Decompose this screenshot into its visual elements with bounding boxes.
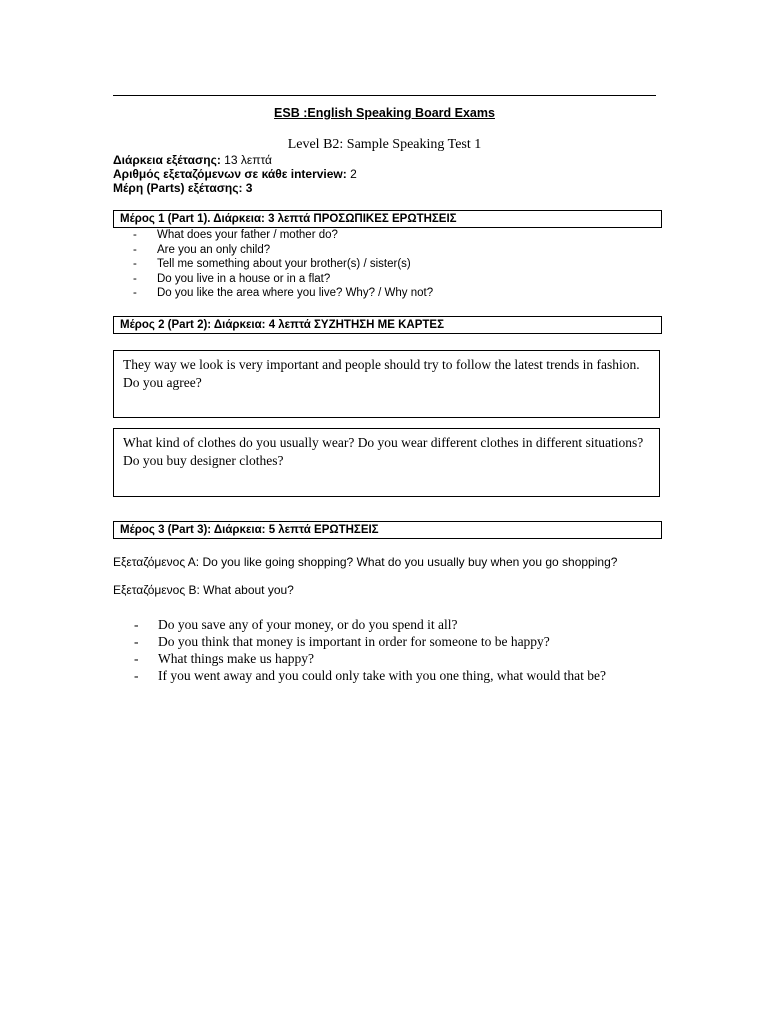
meta-examinees-label: Αριθμός εξεταζόμενων σε κάθε interview: (113, 167, 347, 181)
examinee-a-question: Εξεταζόμενος Α: Do you like going shopping? What do you usually buy when you go shopping? (113, 555, 618, 569)
part3-heading: Μέρος 3 (Part 3): Διάρκεια: 5 λεπτά ΕΡΩΤΗΣΕΙΣ (113, 521, 662, 539)
meta-examinees (113, 167, 357, 181)
list-item: - If you went away and you could only take with you one thing, what would that be? (134, 668, 607, 683)
meta-parts (113, 181, 252, 195)
part1-heading: Μέρος 1 (Part 1). Διάρκεια: 3 λεπτά ΠΡΟΣΩΠΙΚΕΣ ΕΡΩΤΗΣΕΙΣ (113, 210, 662, 228)
top-rule (113, 95, 656, 96)
dash-bullet: - (134, 634, 139, 649)
document-subtitle: Level B2: Sample Speaking Test 1 (287, 137, 482, 152)
meta-duration (113, 153, 272, 167)
dash-bullet: - (133, 272, 137, 285)
discussion-card-2: What kind of clothes do you usually wear? Do you wear different clothes in different situations? Do you buy designer clothes? (113, 428, 660, 497)
list-item: - Do you live in a house or in a flat? (133, 272, 331, 285)
list-item: - Do you like the area where you live? Why? / Why not? (133, 287, 434, 299)
meta-duration-value: 13 λεπτά (220, 153, 272, 167)
dash-bullet: - (133, 287, 137, 299)
part1-question-list (113, 228, 654, 301)
dash-bullet: - (133, 243, 137, 256)
part2-heading: Μέρος 2 (Part 2): Διάρκεια: 4 λεπτά ΣΥΖΗΤΗΣΗ ΜΕ ΚΑΡΤΕΣ (113, 316, 662, 334)
meta-duration-label: Διάρκεια εξέτασης: (113, 153, 221, 167)
list-item: - Do you think that money is important in order for someone to be happy? (134, 634, 550, 649)
list-item: - What does your father / mother do? (133, 229, 338, 241)
list-item: - Tell me something about your brother(s) / sister(s) (133, 258, 411, 270)
examinee-b-question: Εξεταζόμενος Β: What about you? (113, 583, 294, 597)
document-title: ESB :English Speaking Board Exams (274, 106, 495, 120)
discussion-card-1: They way we look is very important and people should try to follow the latest trends in fashion. Do you agree? (113, 350, 660, 418)
dash-bullet: - (134, 651, 139, 666)
meta-parts-label: Μέρη (Parts) εξέτασης: 3 (113, 181, 253, 195)
part3-question-list (113, 616, 643, 684)
meta-examinees-value: 2 (346, 167, 357, 181)
list-item: - What things make us happy? (134, 651, 314, 666)
list-item: - Do you save any of your money, or do you spend it all? (134, 617, 458, 632)
dash-bullet: - (134, 617, 139, 632)
dash-bullet: - (134, 668, 139, 683)
dash-bullet: - (133, 229, 137, 241)
dash-bullet: - (133, 258, 137, 270)
list-item: - Are you an only child? (133, 243, 271, 256)
